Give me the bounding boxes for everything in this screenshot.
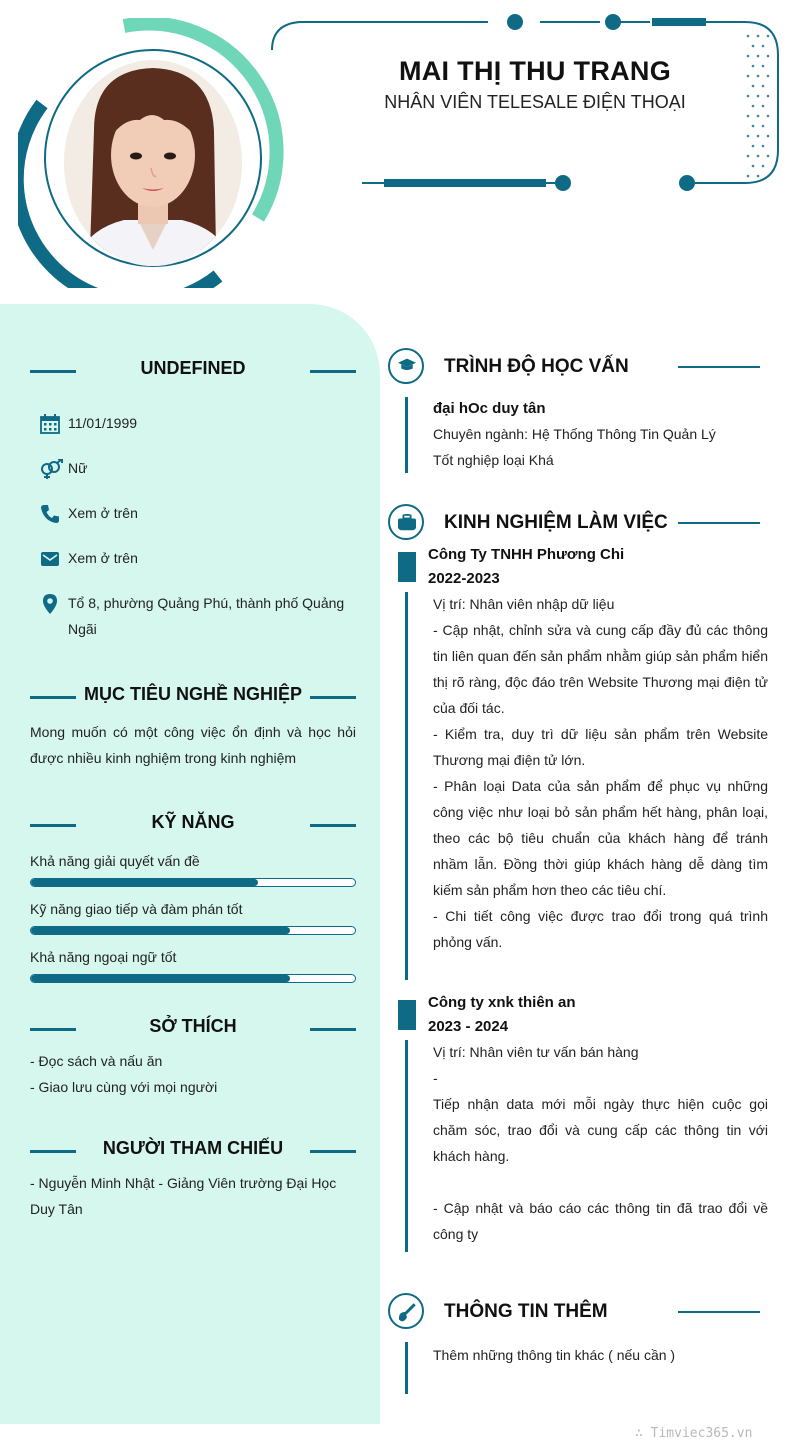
job-detail: - Cập nhật và báo cáo các thông tin đã trao đổi về công ty (433, 1200, 768, 1242)
profile-photo (64, 60, 242, 266)
avatar-frame (18, 18, 288, 288)
reference-text: - Nguyễn Minh Nhật - Giảng Viên trường Đại Học Duy Tân (30, 1175, 337, 1217)
extra-info-text: Thêm những thông tin khác ( nếu cần ) (433, 1347, 676, 1363)
skill-bar (30, 878, 356, 887)
extra-timeline (405, 1342, 408, 1394)
school-name: đại hOc duy tân (433, 400, 546, 417)
phone-icon (40, 504, 60, 524)
job-detail: - Chi tiết công việc được trao đổi trong quá trình phỏng vấn. (433, 908, 768, 950)
briefcase-icon (396, 514, 418, 532)
education-timeline (405, 397, 408, 473)
job-period: 2023 - 2024 (428, 1018, 509, 1035)
company-name: Công Ty TNHH Phương Chi (428, 546, 625, 563)
job-marker (398, 1000, 416, 1030)
job-detail: - Phân loại Data của sản phẩm để phục vụ những công việc như loại bỏ sản phẩm hết hàng, phân loại, theo các bộ tiêu chuẩn của khách hàng để tránh nhầm lẫn. Đồng thời giúp khách hàng dễ dàng tìm kiếm sản phẩm hơn theo các tiêu chí. (433, 778, 768, 898)
experience-heading: KINH NGHIỆM LÀM VIỆC (388, 504, 760, 542)
job-detail: - Kiểm tra, duy trì dữ liệu sản phẩm trên Website Thương mại điện tử lớn. (433, 726, 768, 768)
brush-icon (396, 1301, 418, 1323)
job-detail: - Cập nhật, chỉnh sửa và cung cấp đầy đủ các thông tin liên quan đến sản phẩm nhằm giúp sản phẩm hiển thị rõ ràng, độc đáo trên Website Thương mại điện tử của đối tác. (433, 622, 768, 716)
job-timeline (405, 592, 408, 980)
graduation-cap-icon (396, 357, 418, 375)
job-title: NHÂN VIÊN TELESALE ĐIỆN THOẠI (384, 92, 686, 112)
grade-text: Tốt nghiệp loại Khá (433, 452, 554, 468)
skill-label: Kỹ năng giao tiếp và đàm phán tốt (30, 901, 243, 917)
calendar-icon (40, 414, 60, 434)
email-icon (40, 549, 60, 569)
hobby-item: - Đọc sách và nấu ăn (30, 1053, 163, 1069)
watermark-text: ∴ Timviec365.vn (635, 1426, 753, 1441)
personal-info-heading: UNDEFINED (30, 358, 356, 382)
job-position: Vị trí: Nhân viên tư vấn bán hàng (433, 1044, 639, 1060)
job-detail: - (433, 1070, 438, 1086)
skill-label: Khả năng giải quyết vấn đề (30, 853, 200, 869)
objective-heading: MỤC TIÊU NGHỀ NGHIỆP (30, 684, 356, 708)
job-detail: Tiếp nhận data mới mỗi ngày thực hiện cuộc gọi chăm sóc, trao đổi và cung cấp các thông tin với khách hàng. (433, 1096, 768, 1164)
objective-text: Mong muốn có một công việc ổn định và học hỏi được nhiều kinh nghiệm trong kinh nghiệm (30, 724, 356, 766)
hobby-item: - Giao lưu cùng với mọi người (30, 1079, 218, 1095)
job-marker (398, 552, 416, 582)
job-position: Vị trí: Nhân viên nhập dữ liệu (433, 596, 615, 612)
education-heading: TRÌNH ĐỘ HỌC VẤN (388, 348, 760, 386)
job-period: 2022-2023 (428, 570, 500, 587)
references-heading: NGƯỜI THAM CHIẾU (30, 1138, 356, 1162)
major-text: Chuyên ngành: Hệ Thống Thông Tin Quản Lý (433, 426, 716, 442)
company-name: Công ty xnk thiên an (428, 994, 576, 1011)
skill-label: Khả năng ngoại ngữ tốt (30, 949, 177, 965)
gender-icon (38, 459, 64, 479)
skill-bar (30, 926, 356, 935)
extra-info-heading: THÔNG TIN THÊM (388, 1293, 760, 1331)
skills-heading: KỸ NĂNG (30, 812, 356, 836)
candidate-name: MAI THỊ THU TRANG (398, 56, 672, 86)
skill-bar (30, 974, 356, 983)
location-icon (40, 594, 60, 614)
job-timeline (405, 1040, 408, 1252)
hobbies-heading: SỞ THÍCH (30, 1016, 356, 1040)
